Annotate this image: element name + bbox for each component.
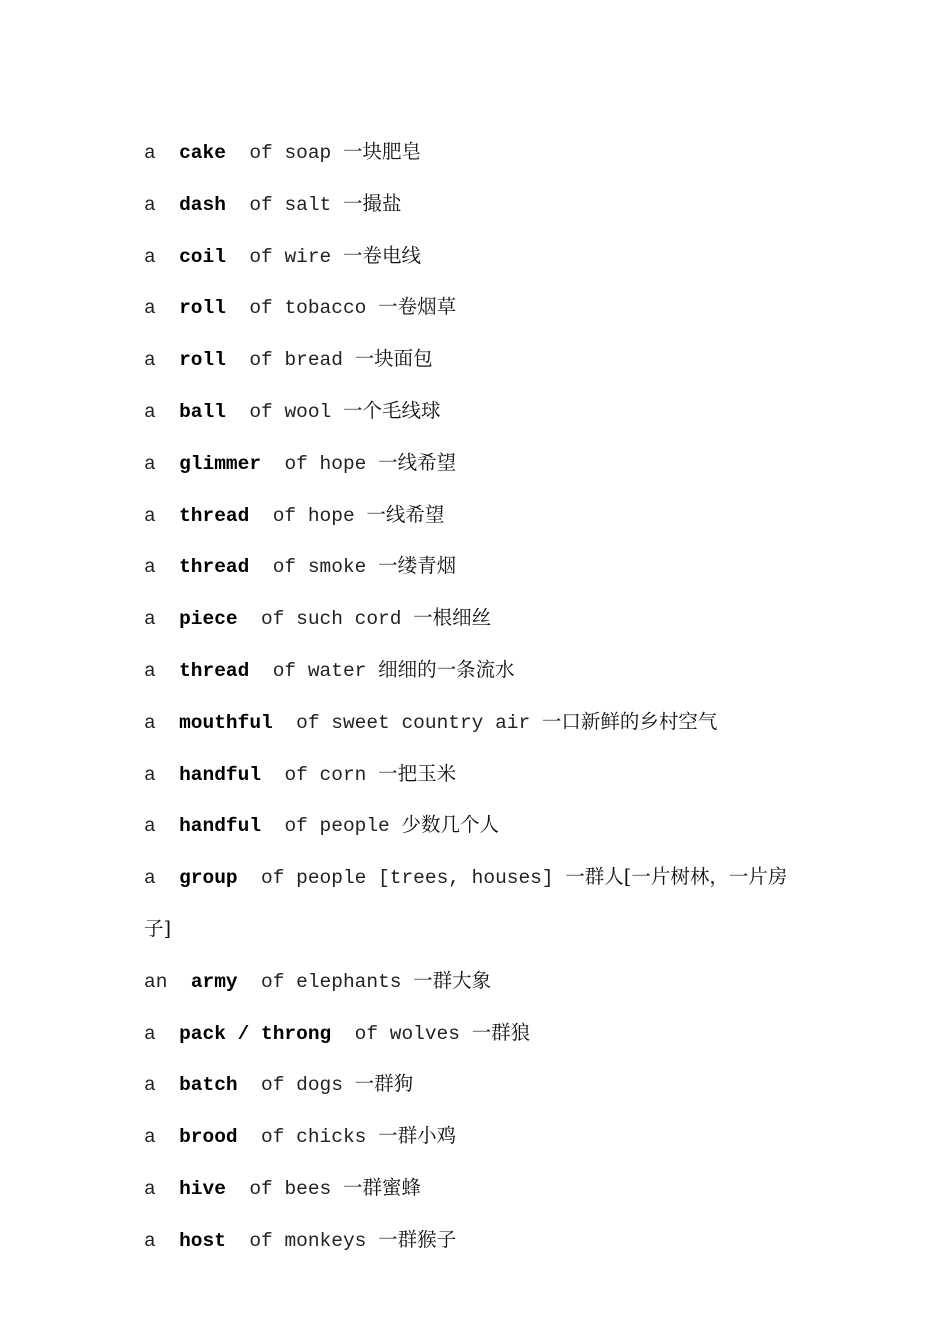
- object-phrase: sweet country air: [331, 711, 531, 734]
- phrase-entry: [144, 593, 814, 645]
- chinese-translation: 一把玉米: [378, 761, 457, 785]
- of-word: of: [249, 349, 273, 372]
- chinese-translation: 一卷烟草: [378, 295, 457, 319]
- object-phrase: people: [319, 815, 390, 838]
- object-phrase: such cord: [296, 608, 402, 631]
- measure-noun: pack / throng: [179, 1022, 332, 1045]
- phrase-entry: [144, 541, 814, 593]
- article: a: [144, 504, 156, 527]
- of-word: of: [261, 1074, 285, 1097]
- of-word: of: [261, 1126, 285, 1149]
- object-phrase: hope: [319, 452, 367, 475]
- phrase-entry: [144, 1008, 814, 1060]
- of-word: of: [296, 711, 320, 734]
- article: a: [144, 1177, 156, 1200]
- of-word: of: [249, 193, 273, 216]
- object-phrase: chicks: [296, 1126, 367, 1149]
- measure-noun: thread: [179, 659, 250, 682]
- measure-noun: mouthful: [179, 711, 273, 734]
- measure-noun: cake: [179, 142, 226, 164]
- of-word: of: [249, 297, 273, 320]
- chinese-translation: 一块面包: [354, 347, 433, 371]
- measure-noun: brood: [179, 1126, 238, 1149]
- chinese-translation: 一卷电线: [342, 243, 421, 267]
- object-phrase: elephants: [296, 970, 402, 993]
- measure-noun: thread: [179, 504, 250, 527]
- phrase-entry: [144, 749, 814, 801]
- chinese-translation: 少数几个人: [401, 813, 499, 837]
- chinese-translation: 一缕青烟: [378, 554, 457, 578]
- object-phrase: dogs: [296, 1074, 343, 1097]
- measure-noun: roll: [179, 297, 226, 320]
- object-phrase: corn: [319, 763, 367, 786]
- phrase-entry: [144, 282, 814, 334]
- measure-noun: thread: [179, 556, 250, 579]
- measure-noun: army: [190, 970, 238, 993]
- measure-noun: glimmer: [179, 452, 262, 475]
- phrase-entry: [144, 1163, 814, 1215]
- object-phrase: hope: [307, 504, 355, 527]
- measure-noun: coil: [179, 245, 226, 268]
- article: a: [144, 142, 156, 164]
- article: an: [144, 970, 168, 993]
- measure-noun: roll: [179, 349, 226, 372]
- chinese-translation: 一群狼: [471, 1020, 531, 1044]
- article: a: [144, 659, 156, 682]
- chinese-translation: 一个毛线球: [342, 398, 441, 422]
- chinese-translation: 一撮盐: [342, 191, 402, 215]
- article: a: [144, 763, 156, 786]
- phrase-entry: [144, 852, 814, 956]
- phrase-entry: [144, 1215, 814, 1267]
- phrase-entry: [144, 697, 814, 749]
- of-word: of: [272, 556, 297, 579]
- chinese-translation: 一块肥皂: [342, 140, 421, 163]
- phrase-list: [144, 127, 814, 1267]
- chinese-translation: 细细的一条流水: [378, 657, 515, 681]
- object-phrase: people [trees, houses]: [296, 867, 554, 890]
- phrase-entry: [144, 386, 814, 438]
- article: a: [144, 608, 156, 631]
- of-word: of: [272, 659, 297, 682]
- article: a: [144, 193, 156, 216]
- phrase-entry: [144, 179, 814, 231]
- article: a: [144, 1126, 156, 1149]
- phrase-entry: [144, 800, 814, 852]
- phrase-entry: [144, 1111, 814, 1163]
- chinese-translation: 一线希望: [366, 502, 445, 526]
- object-phrase: salt: [284, 193, 332, 216]
- chinese-translation: 一群小鸡: [378, 1124, 457, 1148]
- object-phrase: tobacco: [284, 297, 367, 320]
- article: a: [144, 297, 156, 320]
- phrase-entry: [144, 231, 814, 283]
- of-word: of: [249, 142, 273, 164]
- chinese-translation: 一群大象: [413, 968, 492, 992]
- chinese-translation: 一口新鲜的乡村空气: [541, 709, 718, 733]
- article: a: [144, 711, 156, 734]
- article: a: [144, 1074, 156, 1097]
- measure-noun: piece: [179, 608, 238, 631]
- of-word: of: [249, 1177, 273, 1200]
- phrase-entry: [144, 334, 814, 386]
- phrase-entry: [144, 490, 814, 542]
- object-phrase: soap: [284, 142, 332, 164]
- of-word: of: [261, 970, 285, 993]
- of-word: of: [249, 245, 273, 268]
- phrase-entry: [144, 645, 814, 697]
- measure-noun: hive: [179, 1177, 226, 1200]
- object-phrase: monkeys: [284, 1229, 367, 1252]
- article: a: [144, 556, 156, 579]
- of-word: of: [261, 608, 285, 631]
- chinese-translation: 一线希望: [378, 450, 457, 474]
- article: a: [144, 1229, 156, 1252]
- measure-noun: host: [179, 1229, 226, 1252]
- article: a: [144, 867, 156, 890]
- article: a: [144, 1022, 156, 1045]
- article: a: [144, 245, 156, 268]
- article: a: [144, 815, 156, 838]
- measure-noun: batch: [179, 1074, 238, 1097]
- of-word: of: [272, 504, 297, 527]
- measure-noun: group: [179, 867, 238, 890]
- object-phrase: bread: [284, 349, 343, 372]
- of-word: of: [249, 400, 273, 423]
- chinese-translation: 一群人[一片树林，一片房子]: [144, 865, 788, 940]
- of-word: of: [354, 1022, 379, 1045]
- of-word: of: [284, 452, 308, 475]
- phrase-entry: [144, 438, 814, 490]
- object-phrase: wool: [284, 400, 332, 423]
- chinese-translation: 一群猴子: [378, 1227, 457, 1251]
- measure-noun: handful: [179, 763, 262, 786]
- of-word: of: [284, 815, 308, 838]
- object-phrase: smoke: [307, 556, 367, 579]
- article: a: [144, 452, 156, 475]
- chinese-translation: 一群蜜蜂: [342, 1175, 421, 1199]
- object-phrase: bees: [284, 1177, 332, 1200]
- phrase-entry: [144, 956, 814, 1008]
- of-word: of: [261, 867, 285, 890]
- chinese-translation: 一群狗: [354, 1072, 414, 1096]
- article: a: [144, 349, 156, 372]
- measure-noun: handful: [179, 815, 262, 838]
- object-phrase: wolves: [389, 1022, 460, 1045]
- measure-noun: dash: [179, 193, 226, 216]
- phrase-entry: [144, 127, 814, 179]
- measure-noun: ball: [179, 400, 226, 423]
- of-word: of: [249, 1229, 273, 1252]
- of-word: of: [284, 763, 308, 786]
- article: a: [144, 400, 156, 423]
- phrase-entry: [144, 1059, 814, 1111]
- object-phrase: wire: [284, 245, 332, 268]
- chinese-translation: 一根细丝: [413, 606, 492, 630]
- object-phrase: water: [307, 659, 367, 682]
